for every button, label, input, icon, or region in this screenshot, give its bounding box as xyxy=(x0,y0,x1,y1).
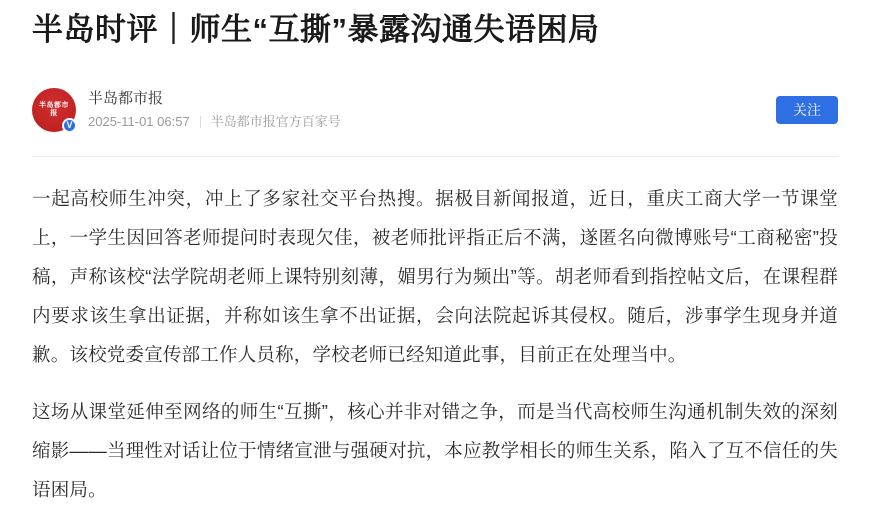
source-name[interactable]: 半岛都市报 xyxy=(88,90,164,107)
article-paragraph: 这场从课堂延伸至网络的师生“互撕”，核心并非对错之争，而是当代高校师生沟通机制失效的深刻缩影——当理性对话让位于情绪宣泄与强硬对抗，本应教学相长的师生关系，陷入了互不信任的失语困局。 xyxy=(32,401,838,500)
meta-row xyxy=(88,112,776,132)
article-body xyxy=(32,179,838,509)
article-paragraph: 一起高校师生冲突，冲上了多家社交平台热搜。据极目新闻报道，近日，重庆工商大学一节课堂上，一学生因回答老师提问时表现欠佳，被老师批评指正后不满，遂匿名向微博账号“工商秘密”投稿，声称该校“法学院胡老师上课特别刻薄，媚男行为频出”等。胡老师看到指控帖文后，在课程群内要求该生拿出证据，并称如该生拿不出证据，会向法院起诉其侵权。随后，涉事学生现身并道歉。该校党委宣传部工作人员称，学校老师已经知道此事，目前正在处理当中。 xyxy=(32,188,838,365)
byline xyxy=(32,86,838,134)
follow-button[interactable]: 关注 xyxy=(776,96,838,124)
header-divider xyxy=(32,156,838,157)
meta-divider xyxy=(200,116,201,128)
publish-timestamp: 2025-11-01 06:57 xyxy=(88,114,190,129)
avatar[interactable] xyxy=(32,88,76,132)
avatar-label: 半岛都市报 xyxy=(39,102,69,117)
account-description: 半岛都市报官方百家号 xyxy=(210,114,341,129)
verified-badge-icon: V xyxy=(62,118,77,133)
page-title: 半岛时评｜师生“互撕”暴露沟通失语困局 xyxy=(32,12,600,47)
byline-text xyxy=(88,88,776,132)
